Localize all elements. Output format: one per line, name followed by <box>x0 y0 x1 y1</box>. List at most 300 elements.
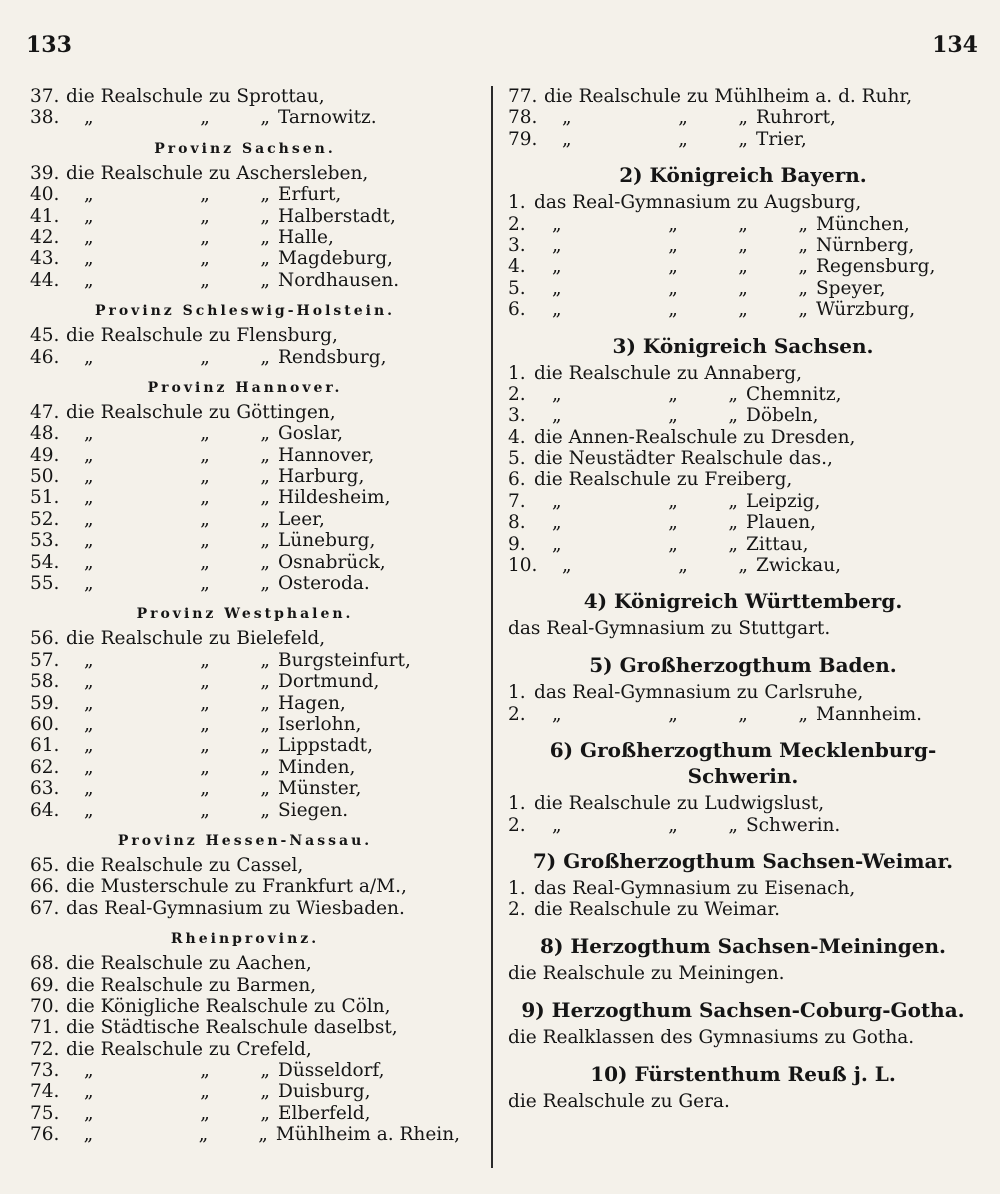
ditto-mark: „ <box>562 555 572 577</box>
item-place: Duisburg, <box>278 1081 371 1103</box>
ditto-mark: „ <box>728 405 738 427</box>
list-item <box>30 347 460 368</box>
ditto-mark: „ <box>738 256 748 278</box>
list-item <box>30 898 460 919</box>
state-heading: 4) Königreich Württemberg. <box>583 589 903 614</box>
section-heading: Rheinprovinz. <box>170 931 320 948</box>
ditto-mark: „ <box>200 466 210 488</box>
ditto-mark: „ <box>798 213 808 235</box>
ditto-mark: „ <box>738 213 748 235</box>
ditto-mark: „ <box>200 530 210 552</box>
state-heading: 5) Großherzogthum Baden. <box>589 653 897 678</box>
ditto-mark: „ <box>260 269 270 291</box>
ditto-mark: „ <box>668 299 678 321</box>
ditto-mark: „ <box>738 555 748 577</box>
item-number: 49. <box>30 444 60 466</box>
ditto-mark: „ <box>260 756 270 778</box>
ditto-mark: „ <box>84 649 94 671</box>
item-number: 3. <box>508 234 526 256</box>
item-number: 57. <box>30 649 60 671</box>
ditto-mark: „ <box>668 490 678 512</box>
list-item <box>30 714 460 735</box>
list-item <box>508 512 978 533</box>
list-item <box>508 214 978 235</box>
section-heading: Provinz Schleswig-Holstein. <box>94 303 396 320</box>
item-text: die Städtische Realschule daselbst, <box>66 1017 398 1039</box>
list-item <box>30 1060 460 1081</box>
list-item <box>30 107 460 128</box>
list-item <box>508 427 978 448</box>
ditto-mark: „ <box>260 799 270 821</box>
list-item <box>30 778 460 799</box>
list-item <box>508 256 978 277</box>
ditto-mark: „ <box>668 256 678 278</box>
item-number: 69. <box>30 974 60 996</box>
item-number: 60. <box>30 713 60 735</box>
ditto-mark: „ <box>200 107 210 129</box>
ditto-mark: „ <box>260 692 270 714</box>
item-number: 40. <box>30 184 60 206</box>
item-number: 51. <box>30 487 60 509</box>
item-number: 7. <box>508 490 526 512</box>
item-text: das Real-Gymnasium zu Eisenach, <box>534 877 856 899</box>
ditto-mark: „ <box>260 713 270 735</box>
item-place: Mannheim. <box>816 703 923 725</box>
list-item <box>30 530 460 551</box>
item-place: Lüneburg, <box>278 530 376 552</box>
section-heading: Provinz Hessen-Nassau. <box>117 832 373 849</box>
item-place: Goslar, <box>278 423 344 445</box>
ditto-mark: „ <box>678 128 688 150</box>
school-list <box>508 192 978 320</box>
ditto-mark: „ <box>260 551 270 573</box>
list-item <box>30 552 460 573</box>
list-item <box>508 899 978 920</box>
left-column <box>30 86 460 1146</box>
page-number-left: 133 <box>26 32 72 58</box>
ditto-mark: „ <box>200 692 210 714</box>
school-list <box>508 793 978 836</box>
list-item <box>508 793 978 814</box>
item-place: Rendsburg, <box>278 346 387 368</box>
ditto-mark: „ <box>200 671 210 693</box>
item-number: 2. <box>508 383 526 405</box>
item-text: die Annen-Realschule zu Dresden, <box>534 426 856 448</box>
ditto-mark: „ <box>260 346 270 368</box>
ditto-mark: „ <box>798 703 808 725</box>
ditto-mark: „ <box>200 778 210 800</box>
list-item <box>30 509 460 530</box>
item-number: 63. <box>30 778 60 800</box>
item-text: die Realschule zu Sprottau, <box>66 86 325 107</box>
list-item <box>30 270 460 291</box>
list-item <box>508 448 978 469</box>
item-number: 61. <box>30 735 60 757</box>
ditto-mark: „ <box>200 226 210 248</box>
ditto-mark: „ <box>260 671 270 693</box>
item-place: Burgsteinfurt, <box>278 649 411 671</box>
ditto-mark: „ <box>668 383 678 405</box>
ditto-mark: „ <box>84 423 94 445</box>
ditto-mark: „ <box>200 1102 210 1124</box>
ditto-mark: „ <box>678 555 688 577</box>
item-text: die Realschule zu Göttingen, <box>66 401 336 423</box>
item-place: Schwerin. <box>746 814 841 836</box>
item-number: 71. <box>30 1017 60 1039</box>
list-item <box>30 628 460 649</box>
item-place: Zwickau, <box>756 555 842 577</box>
item-place: Erfurt, <box>278 184 342 206</box>
item-place: Lippstadt, <box>278 735 374 757</box>
ditto-mark: „ <box>552 490 562 512</box>
list-item <box>508 107 978 128</box>
ditto-mark: „ <box>260 573 270 595</box>
item-place: Magdeburg, <box>278 248 393 270</box>
ditto-mark: „ <box>798 256 808 278</box>
item-text: die Neustädter Realschule das., <box>534 448 833 470</box>
ditto-mark: „ <box>84 671 94 693</box>
ditto-mark: „ <box>84 205 94 227</box>
section-heading: Provinz Westphalen. <box>136 606 354 623</box>
list-item <box>30 1017 460 1038</box>
item-number: 6. <box>508 299 526 321</box>
state-heading: 3) Königreich Sachsen. <box>612 333 874 358</box>
ditto-mark: „ <box>200 205 210 227</box>
ditto-mark: „ <box>84 1081 94 1103</box>
item-number: 74. <box>30 1081 60 1103</box>
ditto-mark: „ <box>260 184 270 206</box>
item-number: 78. <box>508 107 538 129</box>
ditto-mark: „ <box>84 1060 94 1082</box>
ditto-mark: „ <box>260 530 270 552</box>
ditto-mark: „ <box>84 551 94 573</box>
item-number: 79. <box>508 128 538 150</box>
list-item <box>30 227 460 248</box>
item-number: 64. <box>30 799 60 821</box>
item-number: 1. <box>508 192 526 214</box>
list-item <box>30 248 460 269</box>
item-number: 2. <box>508 213 526 235</box>
list-item <box>30 650 460 671</box>
item-text: die Realschule zu Mühlheim a. d. Ruhr, <box>544 86 913 107</box>
ditto-mark: „ <box>200 487 210 509</box>
ditto-mark: „ <box>84 487 94 509</box>
item-place: Trier, <box>756 128 807 150</box>
item-number: 65. <box>30 854 60 876</box>
item-number: 1. <box>508 793 526 815</box>
ditto-mark: „ <box>200 551 210 573</box>
item-place: Minden, <box>278 756 356 778</box>
list-item <box>30 1081 460 1102</box>
item-number: 68. <box>30 953 60 975</box>
ditto-mark: „ <box>84 107 94 129</box>
item-text: die Realschule zu Cassel, <box>66 854 304 876</box>
ditto-mark: „ <box>200 508 210 530</box>
list-item <box>508 469 978 490</box>
item-number: 76. <box>30 1124 60 1146</box>
item-text: das Real-Gymnasium zu Wiesbaden. <box>66 897 405 919</box>
list-item <box>508 534 978 555</box>
ditto-mark: „ <box>84 573 94 595</box>
item-number: 45. <box>30 325 60 347</box>
item-number: 46. <box>30 346 60 368</box>
item-number: 5. <box>508 277 526 299</box>
item-text: die Realschule zu Crefeld, <box>66 1038 312 1060</box>
school-list <box>508 363 978 577</box>
ditto-mark: „ <box>668 512 678 534</box>
list-item <box>30 953 460 974</box>
list-item <box>508 682 978 703</box>
item-number: 6. <box>508 469 526 491</box>
ditto-mark: „ <box>738 128 748 150</box>
ditto-mark: „ <box>200 248 210 270</box>
list-item <box>30 671 460 692</box>
item-place: Nürnberg, <box>816 234 915 256</box>
ditto-mark: „ <box>84 269 94 291</box>
school-list <box>30 163 460 291</box>
ditto-mark: „ <box>668 814 678 836</box>
item-number: 1. <box>508 362 526 384</box>
ditto-mark: „ <box>798 277 808 299</box>
ditto-mark: „ <box>200 713 210 735</box>
ditto-mark: „ <box>84 778 94 800</box>
item-number: 43. <box>30 248 60 270</box>
item-text: das Real-Gymnasium zu Carlsruhe, <box>534 682 864 704</box>
ditto-mark: „ <box>200 423 210 445</box>
ditto-mark: „ <box>260 444 270 466</box>
ditto-mark: „ <box>84 466 94 488</box>
item-number: 73. <box>30 1060 60 1082</box>
ditto-mark: „ <box>198 1124 209 1146</box>
ditto-mark: „ <box>84 248 94 270</box>
ditto-mark: „ <box>260 1102 270 1124</box>
item-place: Elberfeld, <box>278 1102 371 1124</box>
item-place: Hannover, <box>278 444 375 466</box>
item-number: 67. <box>30 897 60 919</box>
ditto-mark: „ <box>552 277 562 299</box>
ditto-mark: „ <box>728 383 738 405</box>
ditto-mark: „ <box>552 405 562 427</box>
list-item <box>508 192 978 213</box>
school-list <box>30 86 460 129</box>
ditto-mark: „ <box>84 184 94 206</box>
ditto-mark: „ <box>738 234 748 256</box>
ditto-mark: „ <box>84 713 94 735</box>
state-heading: 8) Herzogthum Sachsen-Meiningen. <box>540 933 946 958</box>
ditto-mark: „ <box>84 799 94 821</box>
item-number: 56. <box>30 628 60 650</box>
item-number: 54. <box>30 551 60 573</box>
item-number: 75. <box>30 1102 60 1124</box>
item-place: Hildesheim, <box>278 487 391 509</box>
ditto-mark: „ <box>200 444 210 466</box>
list-item <box>508 129 978 150</box>
item-number: 1. <box>508 682 526 704</box>
list-item <box>508 815 978 836</box>
item-text: die Realschule zu Weimar. <box>534 899 781 921</box>
ditto-mark: „ <box>552 703 562 725</box>
item-text: die Realschule zu Annaberg, <box>534 362 802 384</box>
list-item <box>30 573 460 594</box>
list-item <box>30 1103 460 1124</box>
item-place: Halle, <box>278 226 334 248</box>
school-entry: das Real-Gymnasium zu Stuttgart. <box>508 618 831 640</box>
ditto-mark: „ <box>84 735 94 757</box>
ditto-mark: „ <box>200 735 210 757</box>
ditto-mark: „ <box>260 1060 270 1082</box>
list-item <box>508 555 978 576</box>
item-place: Tarnowitz. <box>278 107 377 129</box>
item-text: die Realschule zu Ludwigslust, <box>534 793 825 815</box>
item-number: 62. <box>30 756 60 778</box>
item-number: 10. <box>508 555 538 577</box>
column-divider <box>491 86 493 1168</box>
list-item <box>508 878 978 899</box>
item-place: Harburg, <box>278 466 365 488</box>
ditto-mark: „ <box>678 107 688 129</box>
item-place: Mühlheim a. Rhein, <box>275 1124 460 1146</box>
item-number: 50. <box>30 466 60 488</box>
list-item <box>30 163 460 184</box>
list-item <box>508 384 978 405</box>
list-item <box>30 487 460 508</box>
ditto-mark: „ <box>258 1124 268 1146</box>
list-item <box>30 402 460 423</box>
item-number: 55. <box>30 573 60 595</box>
list-item <box>30 693 460 714</box>
item-text: die Musterschule zu Frankfurt a/M., <box>66 876 407 898</box>
ditto-mark: „ <box>84 692 94 714</box>
item-place: Osnabrück, <box>278 551 386 573</box>
section-heading: Provinz Hannover. <box>147 379 343 396</box>
state-heading: 2) Königreich Bayern. <box>619 163 867 188</box>
list-item <box>30 1039 460 1060</box>
item-text: das Real-Gymnasium zu Augsburg, <box>534 192 862 214</box>
item-place: Münster, <box>278 778 362 800</box>
ditto-mark: „ <box>200 573 210 595</box>
ditto-mark: „ <box>668 703 678 725</box>
school-list <box>30 953 460 1146</box>
list-item <box>508 704 978 725</box>
ditto-mark: „ <box>552 512 562 534</box>
section-heading: Provinz Sachsen. <box>154 140 336 157</box>
ditto-mark: „ <box>260 107 270 129</box>
state-heading: 7) Großherzogthum Sachsen-Weimar. <box>532 848 954 873</box>
school-list <box>30 402 460 595</box>
ditto-mark: „ <box>728 490 738 512</box>
ditto-mark: „ <box>200 756 210 778</box>
ditto-mark: „ <box>552 299 562 321</box>
ditto-mark: „ <box>668 234 678 256</box>
item-text: die Realschule zu Bielefeld, <box>66 628 326 650</box>
list-item <box>30 1124 460 1145</box>
ditto-mark: „ <box>84 756 94 778</box>
ditto-mark: „ <box>260 466 270 488</box>
list-item <box>30 975 460 996</box>
ditto-mark: „ <box>260 226 270 248</box>
ditto-mark: „ <box>562 128 572 150</box>
ditto-mark: „ <box>84 346 94 368</box>
ditto-mark: „ <box>260 508 270 530</box>
ditto-mark: „ <box>552 383 562 405</box>
item-number: 37. <box>30 86 60 107</box>
list-item <box>508 405 978 426</box>
item-number: 59. <box>30 692 60 714</box>
item-text: die Realschule zu Freiberg, <box>534 469 793 491</box>
item-number: 4. <box>508 426 526 448</box>
ditto-mark: „ <box>738 277 748 299</box>
item-number: 2. <box>508 814 526 836</box>
list-item <box>30 466 460 487</box>
item-number: 39. <box>30 162 60 184</box>
ditto-mark: „ <box>84 530 94 552</box>
school-list <box>508 878 978 921</box>
ditto-mark: „ <box>738 299 748 321</box>
ditto-mark: „ <box>84 508 94 530</box>
item-place: Nordhausen. <box>278 269 400 291</box>
ditto-mark: „ <box>668 213 678 235</box>
school-list <box>30 325 460 368</box>
ditto-mark: „ <box>84 444 94 466</box>
ditto-mark: „ <box>668 533 678 555</box>
list-item <box>30 996 460 1017</box>
list-item <box>30 184 460 205</box>
item-place: Plauen, <box>746 512 817 534</box>
item-text: die Realschule zu Aschersleben, <box>66 162 369 184</box>
item-number: 66. <box>30 876 60 898</box>
item-text: die Königliche Realschule zu Cöln, <box>66 995 391 1017</box>
page-number-right: 134 <box>932 32 978 58</box>
list-item <box>508 235 978 256</box>
list-item <box>30 800 460 821</box>
list-item <box>30 735 460 756</box>
list-item <box>30 757 460 778</box>
item-number: 53. <box>30 530 60 552</box>
list-item <box>30 445 460 466</box>
item-place: Iserlohn, <box>278 713 362 735</box>
school-list <box>30 628 460 821</box>
school-list <box>508 682 978 725</box>
list-item <box>30 206 460 227</box>
list-item <box>30 855 460 876</box>
ditto-mark: „ <box>260 778 270 800</box>
ditto-mark: „ <box>200 1060 210 1082</box>
ditto-mark: „ <box>83 1124 94 1146</box>
item-text: die Realschule zu Flensburg, <box>66 325 338 347</box>
item-number: 9. <box>508 533 526 555</box>
ditto-mark: „ <box>728 512 738 534</box>
item-place: Speyer, <box>816 277 886 299</box>
item-number: 42. <box>30 226 60 248</box>
item-number: 58. <box>30 671 60 693</box>
ditto-mark: „ <box>668 277 678 299</box>
ditto-mark: „ <box>260 487 270 509</box>
list-item <box>508 299 978 320</box>
ditto-mark: „ <box>200 1081 210 1103</box>
ditto-mark: „ <box>260 248 270 270</box>
ditto-mark: „ <box>200 346 210 368</box>
item-number: 77. <box>508 86 538 107</box>
item-place: Chemnitz, <box>746 383 842 405</box>
ditto-mark: „ <box>260 735 270 757</box>
item-number: 41. <box>30 205 60 227</box>
state-heading: 6) Großherzogthum Mecklenburg-Schwerin. <box>549 738 937 789</box>
item-number: 3. <box>508 405 526 427</box>
ditto-mark: „ <box>260 423 270 445</box>
item-place: Osteroda. <box>278 573 370 595</box>
school-entry: die Realschule zu Gera. <box>508 1090 730 1112</box>
state-heading: 10) Fürstenthum Reuß j. L. <box>590 1061 896 1086</box>
